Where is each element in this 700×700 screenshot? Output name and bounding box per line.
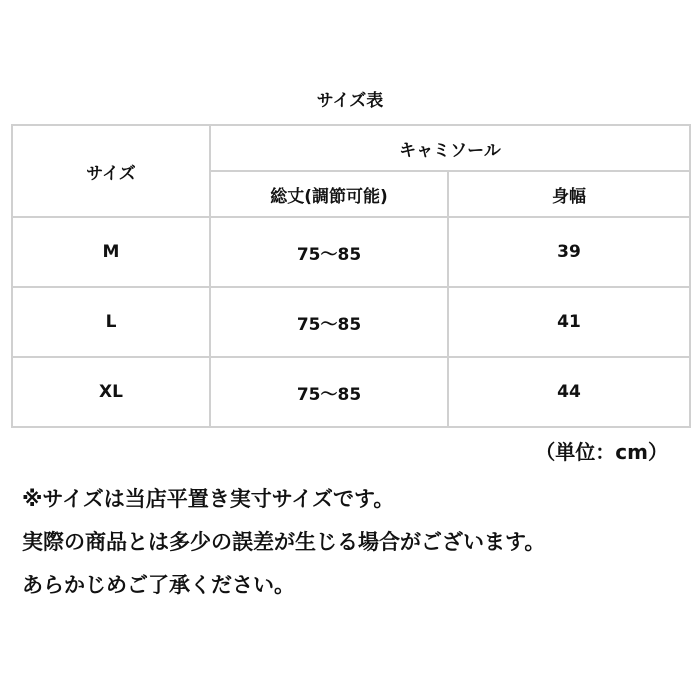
width-header-cell: 身幅 xyxy=(448,171,690,217)
unit-note: （単位：cm） xyxy=(535,440,668,464)
table-row xyxy=(12,357,690,427)
table-title: サイズ表 xyxy=(316,91,384,111)
size-cell: L xyxy=(12,287,210,357)
table-row xyxy=(12,217,690,287)
table-header-row xyxy=(12,125,690,171)
size-cell: M xyxy=(12,217,210,287)
notes xyxy=(22,478,692,607)
note-line: あらかじめご了承ください。 xyxy=(22,573,295,597)
length-cell: 75〜85 xyxy=(210,287,448,357)
table-row xyxy=(12,287,690,357)
note-line: 実際の商品とは多少の誤差が生じる場合がございます。 xyxy=(22,530,546,554)
length-cell: 75〜85 xyxy=(210,217,448,287)
size-header-cell: サイズ xyxy=(12,125,210,217)
size-cell: XL xyxy=(12,357,210,427)
width-cell: 44 xyxy=(448,357,690,427)
width-cell: 41 xyxy=(448,287,690,357)
length-header-cell: 総丈(調節可能) xyxy=(210,171,448,217)
size-table xyxy=(11,124,691,428)
note-line: ※サイズは当店平置き実寸サイズです。 xyxy=(22,487,395,511)
group-header-cell: キャミソール xyxy=(210,125,690,171)
width-cell: 39 xyxy=(448,217,690,287)
length-cell: 75〜85 xyxy=(210,357,448,427)
